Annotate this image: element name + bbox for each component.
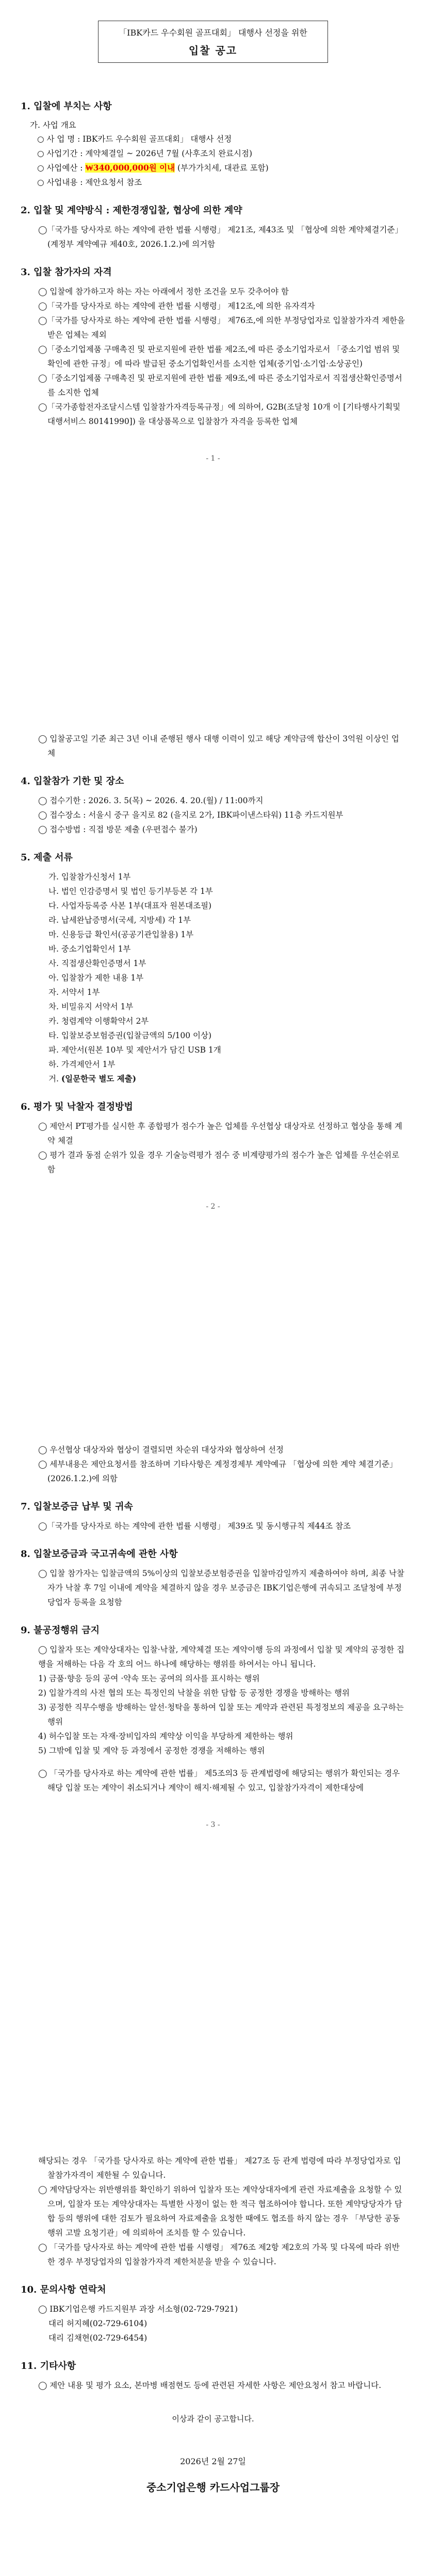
doc-item: 라. 납세완납증명서(국세, 지방세) 각 1부 [48,916,191,925]
paragraph: ◯ 입찰공고일 기준 최근 3년 이내 준행된 행사 대행 이력이 있고 해당 계약금액 합산이 3억원 이상인 업체 [38,734,399,758]
announcement-date: 2026년 2월 27일 [180,2456,246,2466]
doc-item: 나. 법인 인감증명서 및 법인 등기부등본 각 1부 [48,887,213,896]
paragraph: ◯ 「국가를 당사자로 하는 계약에 관한 법률 시행령」 제76조 제2항 제2호의 가목 및 다목에 따라 위반한 경우 부정당업자의 입찰참가자격 제한처분을 받을 수 있습니다. [38,2243,400,2266]
paragraph: 3) 공정한 직무수행을 방해하는 알선·청탁을 통하여 입찰 또는 계약과 관련된 특정정보의 제공을 요구하는 행위 [38,1703,404,1726]
paragraph: ◯ 입찰 참가자는 입찰금액의 5%이상의 입찰보증보험증권을 입찰마감일까지 제출하여야 하며, 최종 낙찰자가 낙찰 후 7일 이내에 계약을 체결하지 않을 경우 보증금은 IBK기업은행에 귀속되고 조달청에 부정당업자 등록을 요청함 [38,1569,405,1607]
list-item: ○ 사업기간 : 계약체결일 ~ 2026년 7월 (사후조치 완료시점) [37,149,253,158]
paragraph: ◯「국가를 당사자로 하는 계약에 관한 법률 시행령」 제39조 및 동시행규칙 제44조 참조 [38,1521,351,1531]
section-11 [21,2359,405,2393]
highlighted-budget: ₩340,000,000원 이내 [85,163,175,173]
doc-item: 하. 가격제안서 1부 [48,1060,116,1069]
section-heading: 7. 입찰보증금 납부 및 귀속 [21,1501,133,1512]
paragraph: ◯「국가를 당사자로 하는 계약에 관한 법률 시행령」 제76조,에 의한 부정당업자로 입찰참가자격 제한을 받은 업체는 제외 [38,316,405,340]
doc-item [48,1072,405,1086]
section-heading: 11. 기타사항 [21,2361,76,2371]
doc-item: 다. 사업자등록증 사본 1부(대표자 원본대조필) [48,901,212,910]
paragraph: ◯ 입찰에 참가하고자 하는 자는 아래에서 정한 조건을 모두 갖추어야 함 [38,287,289,296]
doc-item-prefix: 거. [48,1074,61,1083]
section-heading: 8. 입찰보증금과 국고귀속에 관한 사항 [21,1549,178,1560]
paragraph: 1) 금품·향응 등의 공여 ·약속 또는 공여의 의사를 표시하는 행위 [38,1674,260,1683]
section-7 [21,1499,405,1533]
section-8 [21,1547,405,1609]
contact-line: 대리 허지혜(02-729-6104) [48,2319,148,2328]
contact-line: 대리 김채현(02-729-6454) [48,2333,148,2343]
paragraph: ◯ 제안서 PT평가를 실시한 후 종합평가 점수가 높은 업체를 우선협상 대상자로 선정하고 협상을 통해 계약 체결 [38,1122,403,1145]
section-heading: 6. 평가 및 낙찰자 결정방법 [21,1101,133,1112]
paragraph: 해당되는 경우 「국가를 당사자로 하는 계약에 관한 법률」 제27조 등 관계 법령에 따라 부정당업자로 입찰참가자격이 제한될 수 있습니다. [38,2156,401,2180]
paragraph: ◯「중소기업제품 구매촉진 및 판로지원에 관한 법률 제9조,에 따른 중소기업자로서 직접생산확인증명서를 소지한 업체 [38,374,402,397]
paragraph: ◯ 접수장소 : 서울시 중구 을지로 82 (을지로 2가, IBK파이낸스타워) 11층 카드지원부 [38,810,343,820]
section-heading: 2. 입찰 및 계약방식 : 제한경쟁입찰, 협상에 의한 계약 [21,205,242,216]
page-4 [21,2154,405,2576]
page-number: - 2 - [206,1202,220,1211]
subheading: 가. 사업 개요 [30,121,76,130]
paragraph: ◯ 입찰자 또는 계약상대자는 입찰·낙찰, 계약체결 또는 계약이행 등의 과정에서 입찰 및 계약의 공정한 집행을 저해하는 다음 각 호의 어느 하나에 해당하는 행위를 하여서는 아니 됩니다. [38,1645,405,1669]
section-3 [21,265,405,429]
paragraph: ◯ 접수기한 : 2026. 3. 5(목) ~ 2026. 4. 20.(월) / 11:00까지 [38,796,264,805]
section-4 [21,774,405,837]
section-heading: 5. 제출 서류 [21,852,73,863]
doc-item: 아. 입찰참가 제한 내용 1부 [48,973,144,982]
closing-note: 이상과 같이 공고합니다. [172,2414,254,2424]
section-1 [21,99,405,190]
doc-item: 차. 비밀유지 서약서 1부 [48,1002,134,1011]
issuer-name: 중소기업은행 카드사업그룹장 [146,2481,280,2494]
doc-item: 사. 직접생산확인증명서 1부 [48,959,146,968]
title-box [98,21,328,63]
paragraph: ◯ 제안 내용 및 평가 요소, 본마병 배점현도 등에 관련된 자세한 사항은 제안요청서 참고 바랍니다. [38,2381,382,2390]
paragraph: ◯ 계약담당자는 위반행위를 확인하기 위하여 입찰자 또는 계약상대자에게 관련 자료제출을 요청할 수 있으며, 입찰자 또는 계약상대자는 특별한 사정이 없는 한 적극 협조하여야 합니다. 또한 계약당당자가 담합 등의 행위에 대한 검토가 필요하여 자료제출을 요청한 때에도 협조를 하지 않는 경우 「부당한 공동행위 고발 요청기관」에 의뢰하여 조치를 할 수 있습니다. [38,2185,402,2238]
section-heading: 10. 문의사항 연락처 [21,2284,106,2295]
paragraph: ◯ 「국가를 당사자로 하는 계약에 관한 법률」 제5조의3 등 관계법령에 해당되는 행위가 확인되는 경우 해당 입찰 또는 계약이 취소되거나 계약이 해지·해제될 수 있고, 입찰참가자격이 제한대상에 [38,1769,400,1792]
paragraph: ◯ 우선협상 대상자와 협상이 결렬되면 차순위 대상자와 협상하여 선정 [38,1445,284,1454]
paragraph: ◯「국가를 당사자로 하는 계약에 관한 법률 시행령」 제12조,에 의한 유자격자 [38,301,315,311]
page-3 [21,1443,405,1844]
section-10 [21,2282,405,2345]
list-item-suffix: (부가가치세, 대관료 포함) [175,163,269,173]
paragraph: 5) 그밖에 입찰 및 계약 등 과정에서 공정한 경쟁을 저해하는 행위 [38,1746,265,1755]
page-2 [21,732,405,1226]
doc-item: 카. 청렴계약 이행확약서 2부 [48,1016,149,1026]
paragraph: ◯「중소기업제품 구매촉진 및 판로지원에 관한 법률 제2조,에 따른 중소기업자로서 「중소기업 범위 및 확인에 관한 규정」에 따라 발급된 중소기업확인서를 소지한 업체(중기업·소기업·소상공인) [38,345,400,368]
page-number: - 1 - [206,454,220,463]
section-6 [21,1099,405,1177]
list-item: ○ 사업내용 : 제안요청서 참조 [37,178,142,187]
section-heading: 4. 입찰참가 기한 및 장소 [21,776,124,787]
contact-line: ◯ IBK기업은행 카드지원부 과장 서소형(02-729-7921) [38,2304,238,2314]
section-9 [21,1623,405,1795]
section-heading: 9. 불공정행위 금지 [21,1625,100,1636]
bold-text: (일문한국 별도 제출) [61,1074,137,1083]
section-heading: 3. 입찰 참가자의 자격 [21,267,112,278]
doc-item: 마. 신용등급 확인서(공공기관입찰용) 1부 [48,930,194,939]
section-heading: 1. 입찰에 부치는 사항 [21,101,112,112]
section-2 [21,203,405,251]
paragraph: ◯ 접수방법 : 직접 방문 제출 (우편접수 불가) [38,825,198,834]
doc-item: 파. 제안서(원본 10부 및 제안서가 담긴 USB 1개 [48,1045,221,1055]
paragraph: 2) 입찰가격의 사전 협의 또는 특정인의 낙찰을 위한 담합 등 공정한 경쟁을 방해하는 행위 [38,1688,350,1698]
doc-item: 가. 입찰참가신청서 1부 [48,872,131,882]
doc-item: 타. 입찰보증보험증권(입찰금액의 5/100 이상) [48,1031,212,1040]
list-item [37,161,405,175]
list-item: ○ 사 업 명 : IBK카드 우수회원 골프대회」 대행사 선정 [37,134,232,144]
list-item-prefix: ○ 사업예산 : [37,163,86,173]
paragraph: ◯「국가종합전자조달시스템 입찰참가자격등록규정」에 의하여, G2B(조달청 10개 이 [기타행사기획및대행서비스 80141990]) 을 대상품목으로 입찰참가 자격을 등록한 업체 [38,402,401,426]
doc-item: 자. 서약서 1부 [48,988,100,997]
page-1 [21,21,405,478]
doc-item: 바. 중소기업확인서 1부 [48,944,131,954]
paragraph: 4) 허수입찰 또는 자재·장비입자의 계약상 이익을 부당하게 제한하는 행위 [38,1732,293,1741]
page-title: 입찰 공고 [188,44,238,57]
paragraph: ◯ 평가 결과 동점 순위가 있을 경우 기술능력평가 점수 중 비계량평가의 점수가 높은 업체를 우선순위로 함 [38,1150,400,1174]
paragraph: ◯「국가를 당사자로 하는 계약에 관한 법률 시행령」 제21조, 제43조 및 「협상에 의한 계약체결기준」(계정부 계약예규 제40호, 2026.1.2.)에 의거함 [38,225,403,249]
paragraph: ◯ 세부내용은 제안요청서를 참조하며 기타사항은 계정경제부 계약예규 「협상에 의한 계약 체결기준」(2026.1.2.)에 의함 [38,1460,398,1483]
title-subtitle: 「IBK카드 우수회원 골프대회」 대행사 선정을 위한 [119,28,307,38]
page-number: - 3 - [206,1821,220,1829]
section-5 [21,850,405,1086]
